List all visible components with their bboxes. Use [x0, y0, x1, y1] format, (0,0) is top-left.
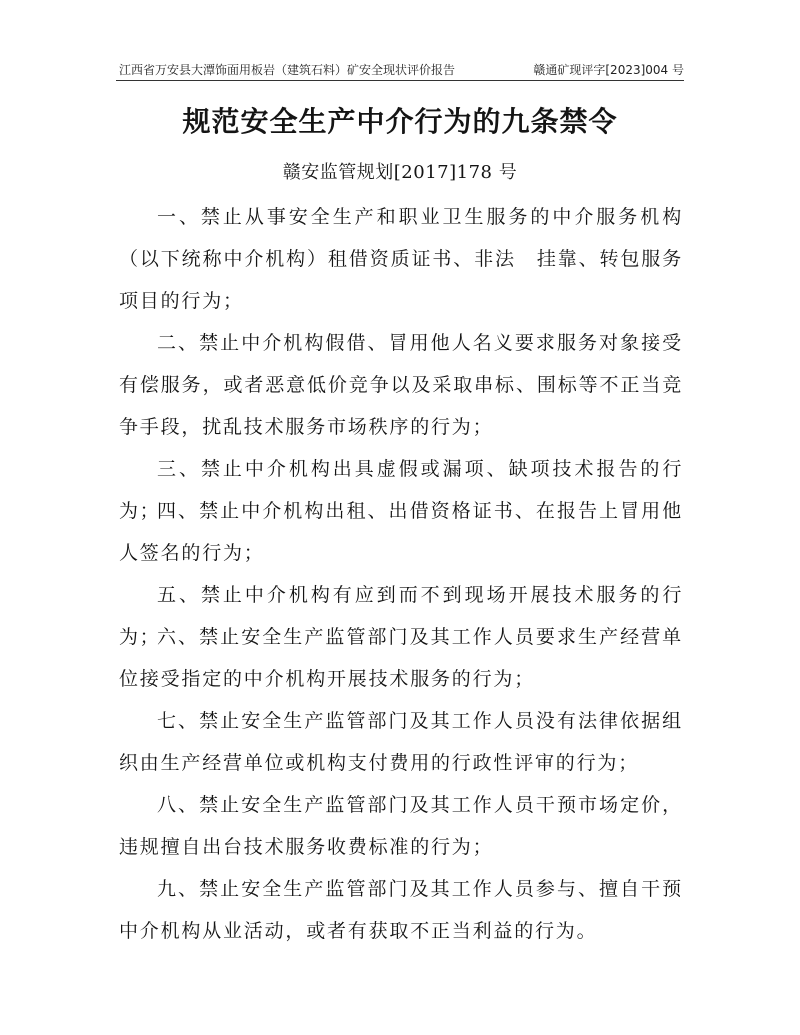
rule-paragraph-7: 七、禁止安全生产监管部门及其工作人员没有法律依据组织由生产经营单位或机构支付费用的行政性评审的行为； — [119, 710, 683, 774]
header-report-number: 赣通矿现评字[2023]004 号 — [533, 63, 684, 77]
document-title: 规范安全生产中介行为的九条禁令 — [182, 105, 618, 138]
rule-paragraph-8: 八、禁止安全生产监管部门及其工作人员干预市场定价，违规擅自出台技术服务收费标准的行为； — [119, 794, 683, 858]
rule-paragraph-1: 一、禁止从事安全生产和职业卫生服务的中介服务机构（以下统称中介机构）租借资质证书、非法 挂靠、转包服务项目的行为； — [119, 206, 683, 312]
rule-paragraph-4: 四、禁止中介机构出租、出借资格证书、在报告上冒用他人签名的行为； — [119, 500, 683, 564]
rule-paragraph-9: 九、禁止安全生产监管部门及其工作人员参与、擅自干预中介机构从业活动，或者有获取不正当利益的行为。 — [119, 878, 683, 942]
rule-paragraph-5: 五、禁止中介机构有应到而不到现场开展技术服务的行为； — [119, 584, 683, 648]
document-reference-number: 赣安监管规划[2017]178 号 — [282, 162, 518, 183]
header-report-title: 江西省万安县大潭饰面用板岩（建筑石料）矿安全现状评价报告 — [119, 63, 456, 77]
rule-paragraph-2: 二、禁止中介机构假借、冒用他人名义要求服务对象接受有偿服务，或者恶意低价竞争以及采取串标、围标等不正当竞争手段，扰乱技术服务市场秩序的行为； — [119, 332, 683, 438]
rule-paragraph-3: 三、禁止中介机构出具虚假或漏项、缺项技术报告的行为； — [119, 458, 683, 522]
page-header — [116, 60, 684, 80]
rule-paragraph-6: 六、禁止安全生产监管部门及其工作人员要求生产经营单位接受指定的中介机构开展技术服务的行为； — [119, 626, 683, 690]
header-divider — [116, 80, 684, 81]
